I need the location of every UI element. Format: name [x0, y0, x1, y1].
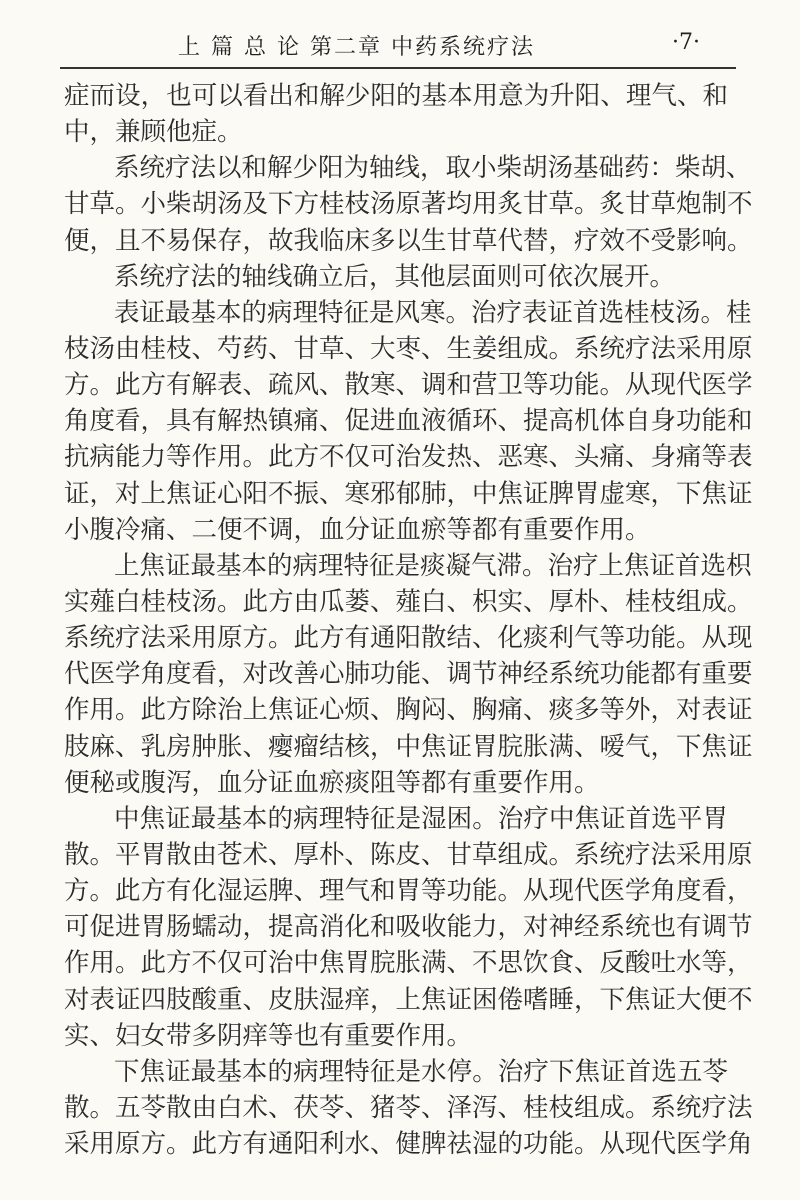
text-line: 中焦证最基本的病理特征是湿困。治疗中焦证首选平胃 [114, 803, 728, 834]
running-header [60, 28, 736, 64]
text-line: 代医学角度看，对改善心肺功能、调节神经系统功能都有重要 [64, 659, 753, 690]
text-line: 散。五苓散由白术、茯苓、猪苓、泽泻、桂枝组成。系统疗法 [64, 1092, 753, 1123]
text-line: 小腹冷痛、二便不调，血分证血瘀等都有重要作用。 [64, 514, 651, 545]
text-line: 便秘或腹泻，血分证血瘀痰阻等都有重要作用。 [64, 767, 600, 798]
page-number: ·7· [672, 30, 700, 55]
text-line: 上焦证最基本的病理特征是痰凝气滞。治疗上焦证首选枳 [114, 550, 752, 581]
text-line: 系统疗法的轴线确立后，其他层面则可依次展开。 [114, 261, 676, 292]
text-line: 方。此方有化湿运脾、理气和胃等功能。从现代医学角度看， [64, 876, 753, 907]
text-line: 证，对上焦证心阳不振、寒邪郁肺，中焦证脾胃虚寒，下焦证 [64, 478, 753, 509]
text-line: 系统疗法采用原方。此方有通阳散结、化痰利气等功能。从现 [64, 623, 753, 654]
text-line: 中，兼顾他症。 [64, 117, 243, 148]
text-line: 甘草。小柴胡汤及下方桂枝汤原著均用炙甘草。炙甘草炮制不 [64, 189, 753, 220]
text-line: 采用原方。此方有通阳利水、健脾祛湿的功能。从现代医学角 [64, 1129, 753, 1160]
text-line: 抗病能力等作用。此方不仅可治发热、恶寒、头痛、身痛等表 [64, 442, 753, 473]
text-line: 表证最基本的病理特征是风寒。治疗表证首选桂枝汤。桂 [114, 297, 752, 328]
text-line: 枝汤由桂枝、芍药、甘草、大枣、生姜组成。系统疗法采用原 [64, 333, 753, 364]
text-line: 系统疗法以和解少阳为轴线，取小柴胡汤基础药：柴胡、 [114, 153, 752, 184]
text-line: 作用。此方不仅可治中焦胃脘胀满、不思饮食、反酸吐水等， [64, 948, 753, 979]
text-line: 实薤白桂枝汤。此方由瓜蒌、薤白、枳实、厚朴、桂枝组成。 [64, 586, 753, 617]
text-line: 散。平胃散由苍术、厚朴、陈皮、甘草组成。系统疗法采用原 [64, 839, 753, 870]
text-line: 作用。此方除治上焦证心烦、胸闷、胸痛、痰多等外，对表证 [64, 695, 753, 726]
text-line: 实、妇女带多阴痒等也有重要作用。 [64, 1020, 473, 1051]
text-line: 肢麻、乳房肿胀、瘿瘤结核，中焦证胃脘胀满、嗳气，下焦证 [64, 731, 753, 762]
text-line: 下焦证最基本的病理特征是水停。治疗下焦证首选五苓 [114, 1056, 728, 1087]
text-line: 便，且不易保存，故我临床多以生甘草代替，疗效不受影响。 [64, 225, 753, 256]
text-line: 可促进胃肠蠕动，提高消化和吸收能力，对神经系统也有调节 [64, 912, 753, 943]
body-text [64, 78, 753, 1162]
header-rule [60, 67, 736, 69]
header-title: 上 篇 总 论 第二章 中药系统疗法 [178, 35, 535, 60]
text-line: 症而设，也可以看出和解少阳的基本用意为升阳、理气、和 [64, 81, 728, 111]
text-line: 角度看，具有解热镇痛、促进血液循环、提高机体自身功能和 [64, 406, 753, 437]
text-line: 对表证四肢酸重、皮肤湿痒，上焦证困倦嗜睡，下焦证大便不 [64, 984, 753, 1015]
text-line: 方。此方有解表、疏风、散寒、调和营卫等功能。从现代医学 [64, 370, 753, 401]
